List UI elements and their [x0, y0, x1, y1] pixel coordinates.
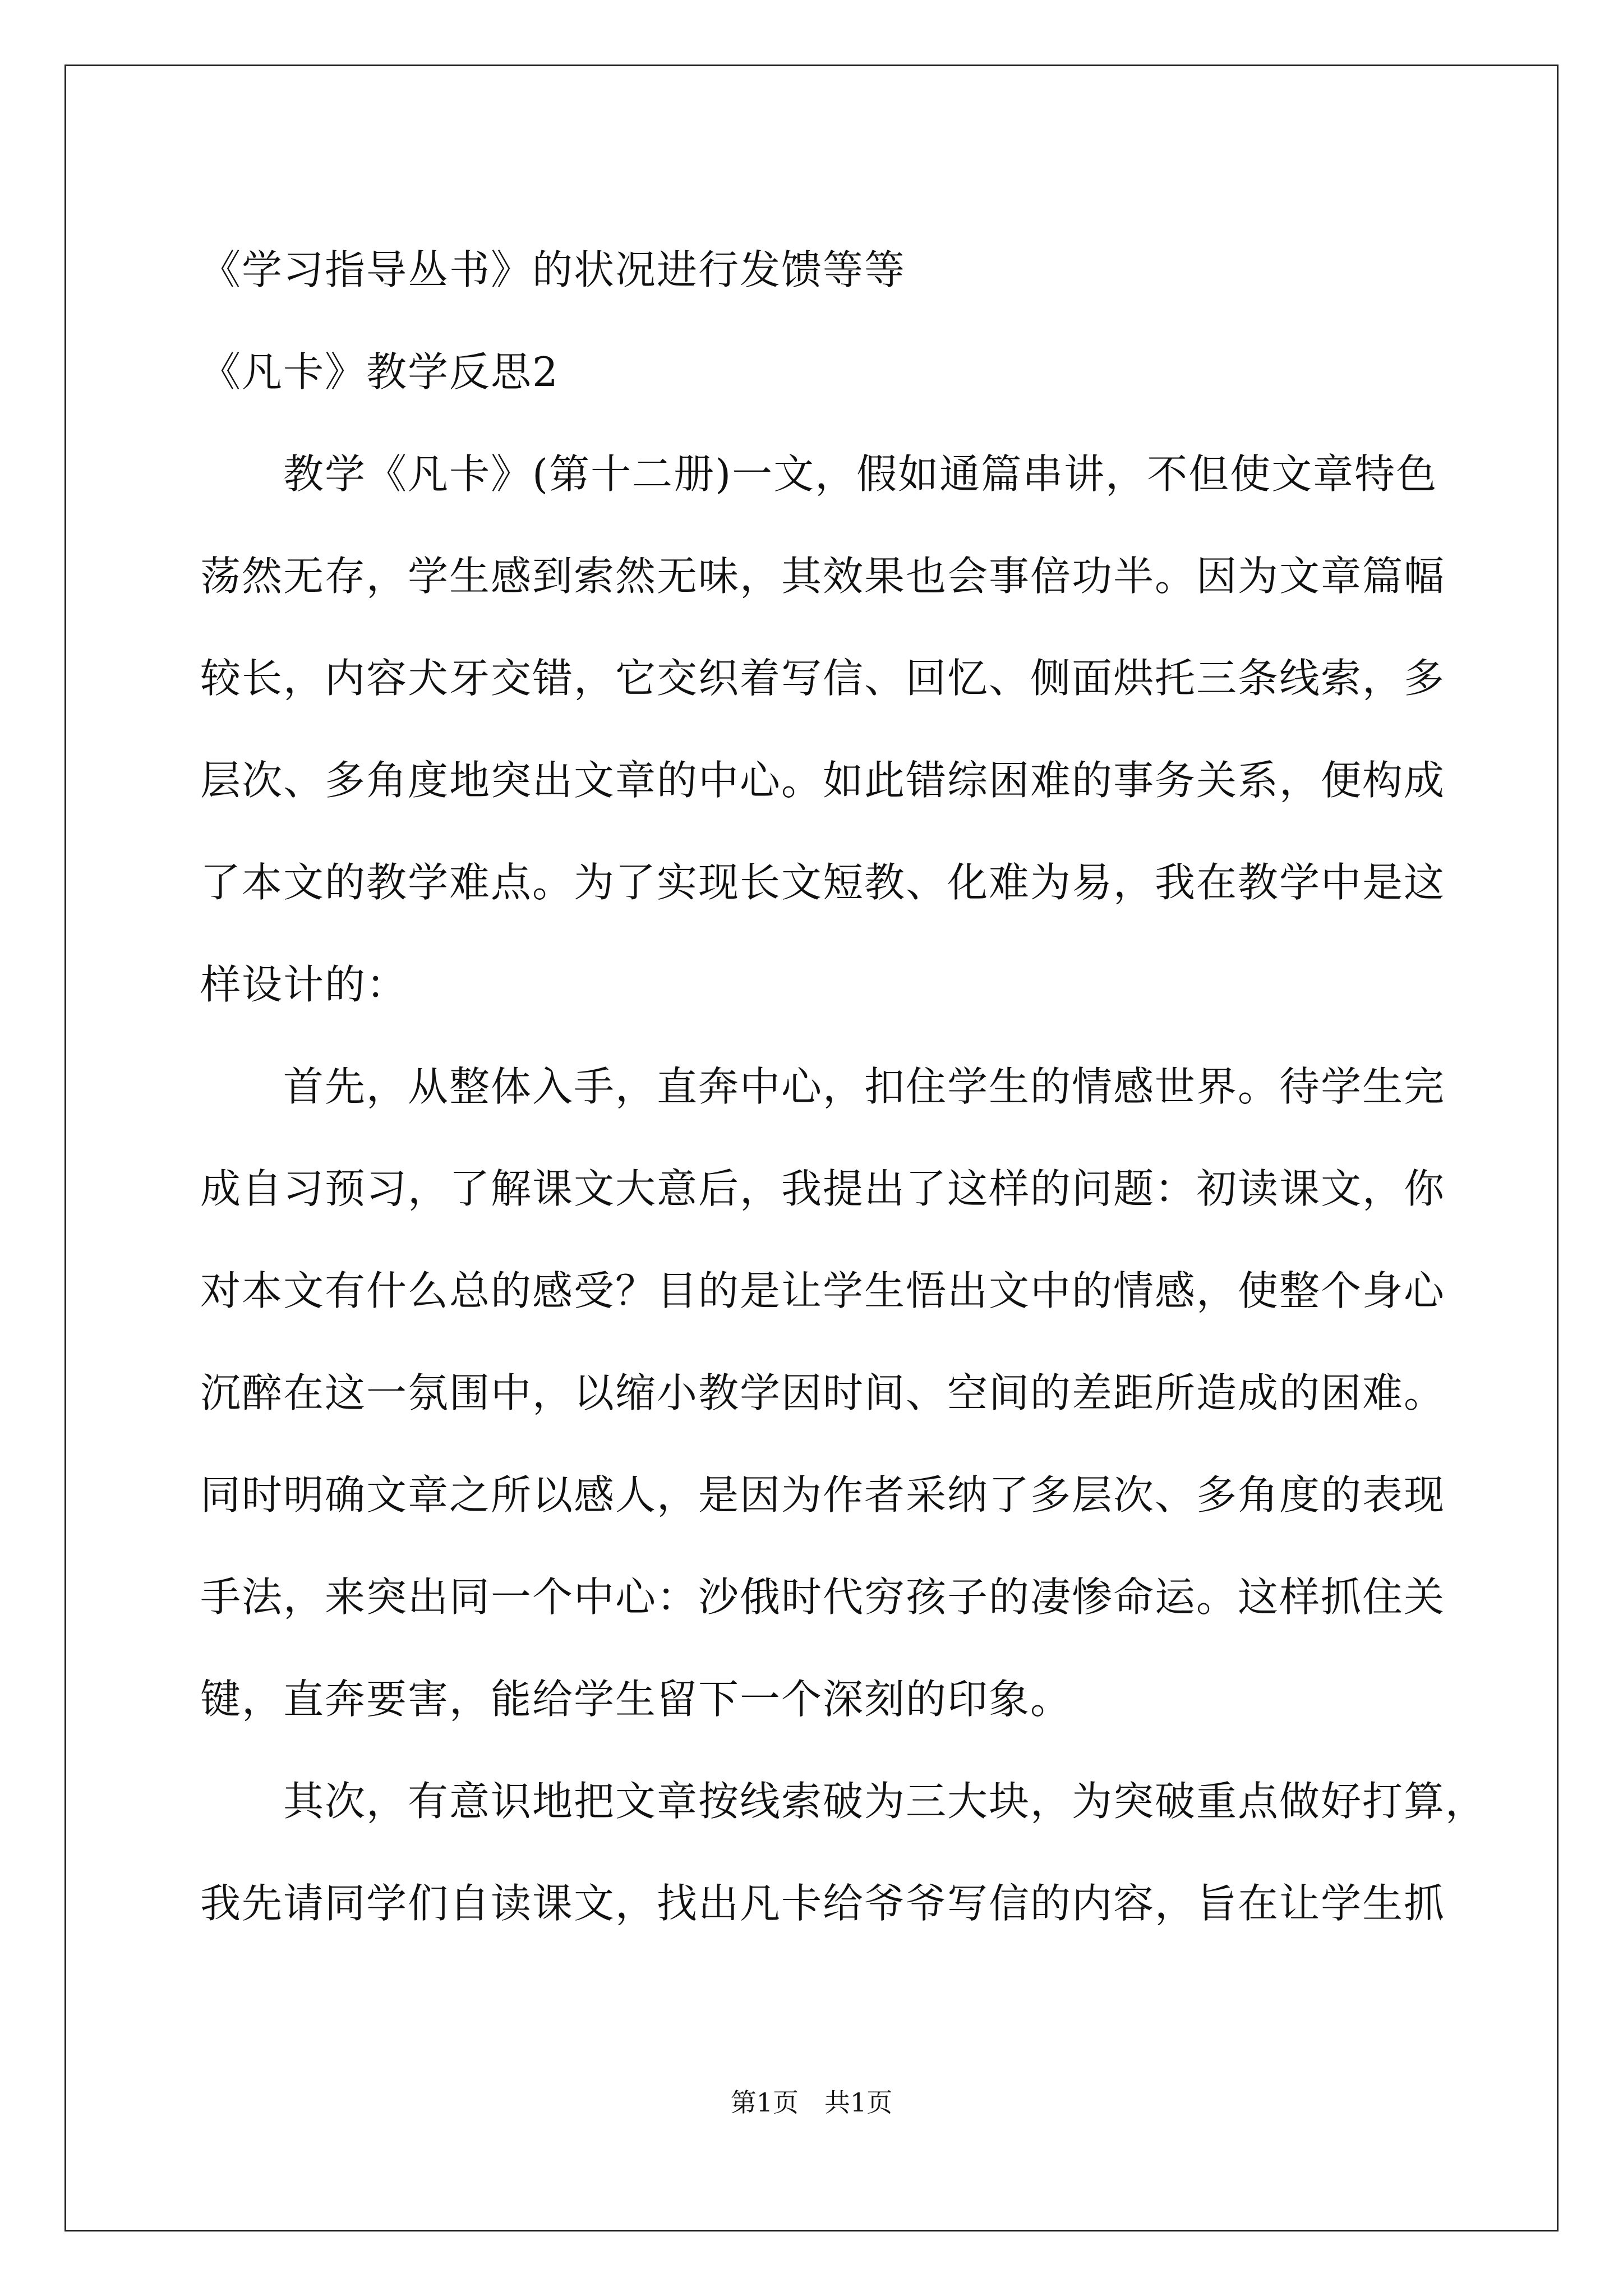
page-number: 第1页 共1页 — [730, 2087, 893, 2118]
text-line: 荡然无存，学生感到索然无味，其效果也会事倍功半。因为文章篇幅 — [200, 553, 1446, 600]
text-line: 其次，有意识地把文章按线索破为三大块，为突破重点做好打算， — [200, 1778, 1487, 1825]
page-footer — [0, 2086, 1623, 2119]
text-line: 《学习指导丛书》的状况进行发馈等等 — [200, 246, 906, 293]
text-line: 样设计的： — [200, 961, 408, 1008]
text-line: 键，直奔要害，能给学生留下一个深刻的印象。 — [200, 1676, 1072, 1723]
text-line: 教学《凡卡》(第十二册)一文，假如通篇串讲，不但使文章特色 — [200, 450, 1438, 498]
text-line: 手法，来突出同一个中心：沙俄时代穷孩子的凄惨命运。这样抓住关 — [200, 1573, 1446, 1621]
text-line: 我先请同学们自读课文，找出凡卡给爷爷写信的内容，旨在让学生抓 — [200, 1880, 1446, 1927]
text-line: 对本文有什么总的感受？目的是让学生悟出文中的情感，使整个身心 — [200, 1267, 1446, 1314]
document-body — [200, 219, 1487, 1954]
text-line: 较长，内容犬牙交错，它交织着写信、回忆、侧面烘托三条线索，多 — [200, 655, 1446, 702]
text-line: 层次、多角度地突出文章的中心。如此错综困难的事务关系，便构成 — [200, 757, 1446, 804]
text-line: 成自习预习，了解课文大意后，我提出了这样的问题：初读课文，你 — [200, 1165, 1446, 1212]
section-title: 《凡卡》教学反思2 — [200, 348, 559, 395]
text-line: 同时明确文章之所以感人，是因为作者采纳了多层次、多角度的表现 — [200, 1471, 1446, 1519]
text-line: 首先，从整体入手，直奔中心，扣住学生的情感世界。待学生完 — [200, 1063, 1446, 1110]
text-line: 了本文的教学难点。为了实现长文短教、化难为易，我在教学中是这 — [200, 859, 1446, 906]
text-line: 沉醉在这一氛围中，以缩小教学因时间、空间的差距所造成的困难。 — [200, 1369, 1446, 1416]
